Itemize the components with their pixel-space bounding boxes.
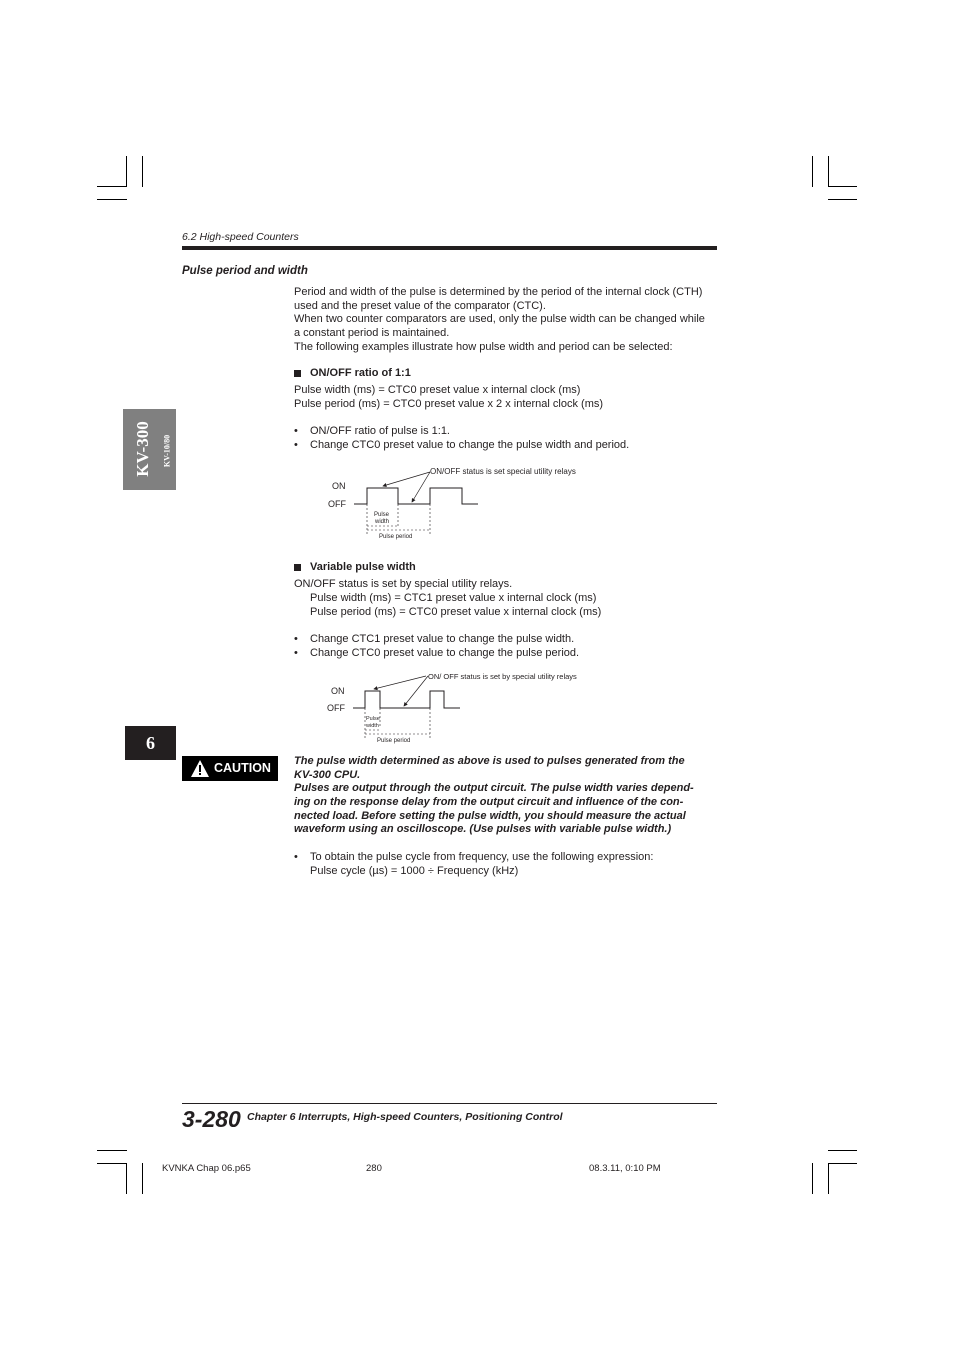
crop-mark bbox=[828, 1163, 857, 1164]
example2-formula: Pulse width (ms) = CTC1 preset value x internal clock (ms) bbox=[310, 592, 597, 604]
example1-heading: ON/OFF ratio of 1:1 bbox=[310, 367, 411, 379]
width-label: width bbox=[366, 723, 379, 729]
crop-mark bbox=[126, 156, 127, 187]
footer-timestamp: 08.3.11, 0:10 PM bbox=[589, 1163, 661, 1174]
caution-line: Pulses are output through the output circuit. The pulse width varies depend- bbox=[294, 782, 694, 794]
width-label: Pulse bbox=[366, 716, 380, 722]
crop-mark bbox=[828, 156, 829, 187]
crop-mark bbox=[812, 1163, 813, 1194]
side-tab-model: KV-300 bbox=[133, 421, 152, 477]
example2-bullet: Change CTC0 preset value to change the pulse period. bbox=[310, 647, 580, 659]
caution-badge bbox=[182, 756, 278, 781]
section-title: Pulse period and width bbox=[182, 265, 308, 277]
example1-bullet: Change CTC0 preset value to change the pulse width and period. bbox=[310, 439, 630, 451]
example2-heading: Variable pulse width bbox=[310, 561, 416, 573]
side-tab-submodel: KV-10/80 bbox=[162, 434, 172, 468]
intro-line: Period and width of the pulse is determined by the period of the internal clock (CTH) bbox=[294, 286, 703, 298]
crop-mark bbox=[97, 186, 127, 187]
crop-mark bbox=[126, 1163, 127, 1194]
header-rule bbox=[182, 246, 717, 250]
final-bullet-line: To obtain the pulse cycle from frequency, use the following expression: bbox=[310, 851, 654, 863]
final-bullet-line: Pulse cycle (µs) = 1000 ÷ Frequency (kHz) bbox=[310, 865, 519, 877]
period-label: Pulse period bbox=[377, 738, 411, 744]
intro-line: used and the preset value of the comparator (CTC). bbox=[294, 300, 546, 312]
caution-line: KV-300 CPU. bbox=[294, 769, 361, 781]
crop-mark bbox=[828, 199, 857, 200]
on-label: ON bbox=[332, 481, 346, 491]
width-label: width bbox=[375, 519, 390, 525]
intro-line: The following examples illustrate how pulse width and period can be selected: bbox=[294, 341, 673, 353]
footer-file: KVNKA Chap 06.p65 bbox=[162, 1163, 251, 1174]
caution-line: ing on the response delay from the output circuit and influence of the con- bbox=[294, 796, 684, 808]
square-bullet bbox=[294, 564, 301, 571]
timing-diagram-1 bbox=[320, 462, 610, 544]
crop-mark bbox=[97, 1163, 127, 1164]
caution-line: nected load. Before setting the pulse width, you should measure the actual bbox=[294, 810, 686, 822]
annotation: ON/ OFF status is set by special utility relays bbox=[428, 672, 577, 681]
page-number: 3-280 bbox=[182, 1106, 241, 1132]
caution-line: waveform using an oscilloscope. (Use pulses with variable pulse width.) bbox=[294, 823, 672, 835]
bullet-dot-icon: • bbox=[294, 647, 298, 659]
off-label: OFF bbox=[327, 703, 345, 713]
caution-label: CAUTION bbox=[214, 761, 271, 775]
crop-mark bbox=[828, 186, 857, 187]
off-label: OFF bbox=[328, 499, 346, 509]
caution-line: The pulse width determined as above is used to pulses generated from the bbox=[294, 755, 685, 767]
header-section: 6.2 High-speed Counters bbox=[182, 231, 299, 243]
example2-bullet: Change CTC1 preset value to change the pulse width. bbox=[310, 633, 575, 645]
footer-chapter: Chapter 6 Interrupts, High-speed Counters, Positioning Control bbox=[247, 1111, 563, 1123]
chapter-number: 6 bbox=[146, 733, 155, 753]
chapter-tab bbox=[125, 726, 176, 760]
bullet-dot-icon: • bbox=[294, 439, 298, 451]
crop-mark bbox=[828, 1150, 857, 1151]
crop-mark bbox=[812, 156, 813, 187]
example1-formula: Pulse width (ms) = CTC0 preset value x internal clock (ms) bbox=[294, 384, 581, 396]
intro-line: a constant period is maintained. bbox=[294, 327, 450, 339]
waveform bbox=[353, 691, 460, 708]
timing-diagram-2 bbox=[320, 668, 610, 748]
on-label: ON bbox=[331, 686, 345, 696]
width-label: Pulse bbox=[374, 512, 390, 518]
bullet-dot-icon: • bbox=[294, 851, 298, 863]
crop-mark bbox=[142, 1163, 143, 1194]
bullet-dot-icon: • bbox=[294, 425, 298, 437]
side-tab bbox=[123, 409, 176, 490]
footer-sheet: 280 bbox=[366, 1163, 382, 1174]
crop-mark bbox=[97, 1150, 127, 1151]
warning-icon bbox=[190, 759, 210, 778]
period-label: Pulse period bbox=[379, 534, 413, 540]
crop-mark bbox=[97, 199, 127, 200]
intro-line: When two counter comparators are used, only the pulse width can be changed while bbox=[294, 313, 705, 325]
footer-rule bbox=[182, 1103, 717, 1104]
annotation: ON/OFF status is set special utility relays bbox=[430, 467, 576, 476]
example2-formula: Pulse period (ms) = CTC0 preset value x internal clock (ms) bbox=[310, 606, 602, 618]
square-bullet bbox=[294, 370, 301, 377]
crop-mark bbox=[142, 156, 143, 187]
pointer-arrow bbox=[374, 676, 426, 689]
bullet-dot-icon: • bbox=[294, 633, 298, 645]
example1-bullet: ON/OFF ratio of pulse is 1:1. bbox=[310, 425, 450, 437]
example1-formula: Pulse period (ms) = CTC0 preset value x 2 x internal clock (ms) bbox=[294, 398, 604, 410]
example2-lead: ON/OFF status is set by special utility relays. bbox=[294, 578, 513, 590]
crop-mark bbox=[828, 1163, 829, 1194]
